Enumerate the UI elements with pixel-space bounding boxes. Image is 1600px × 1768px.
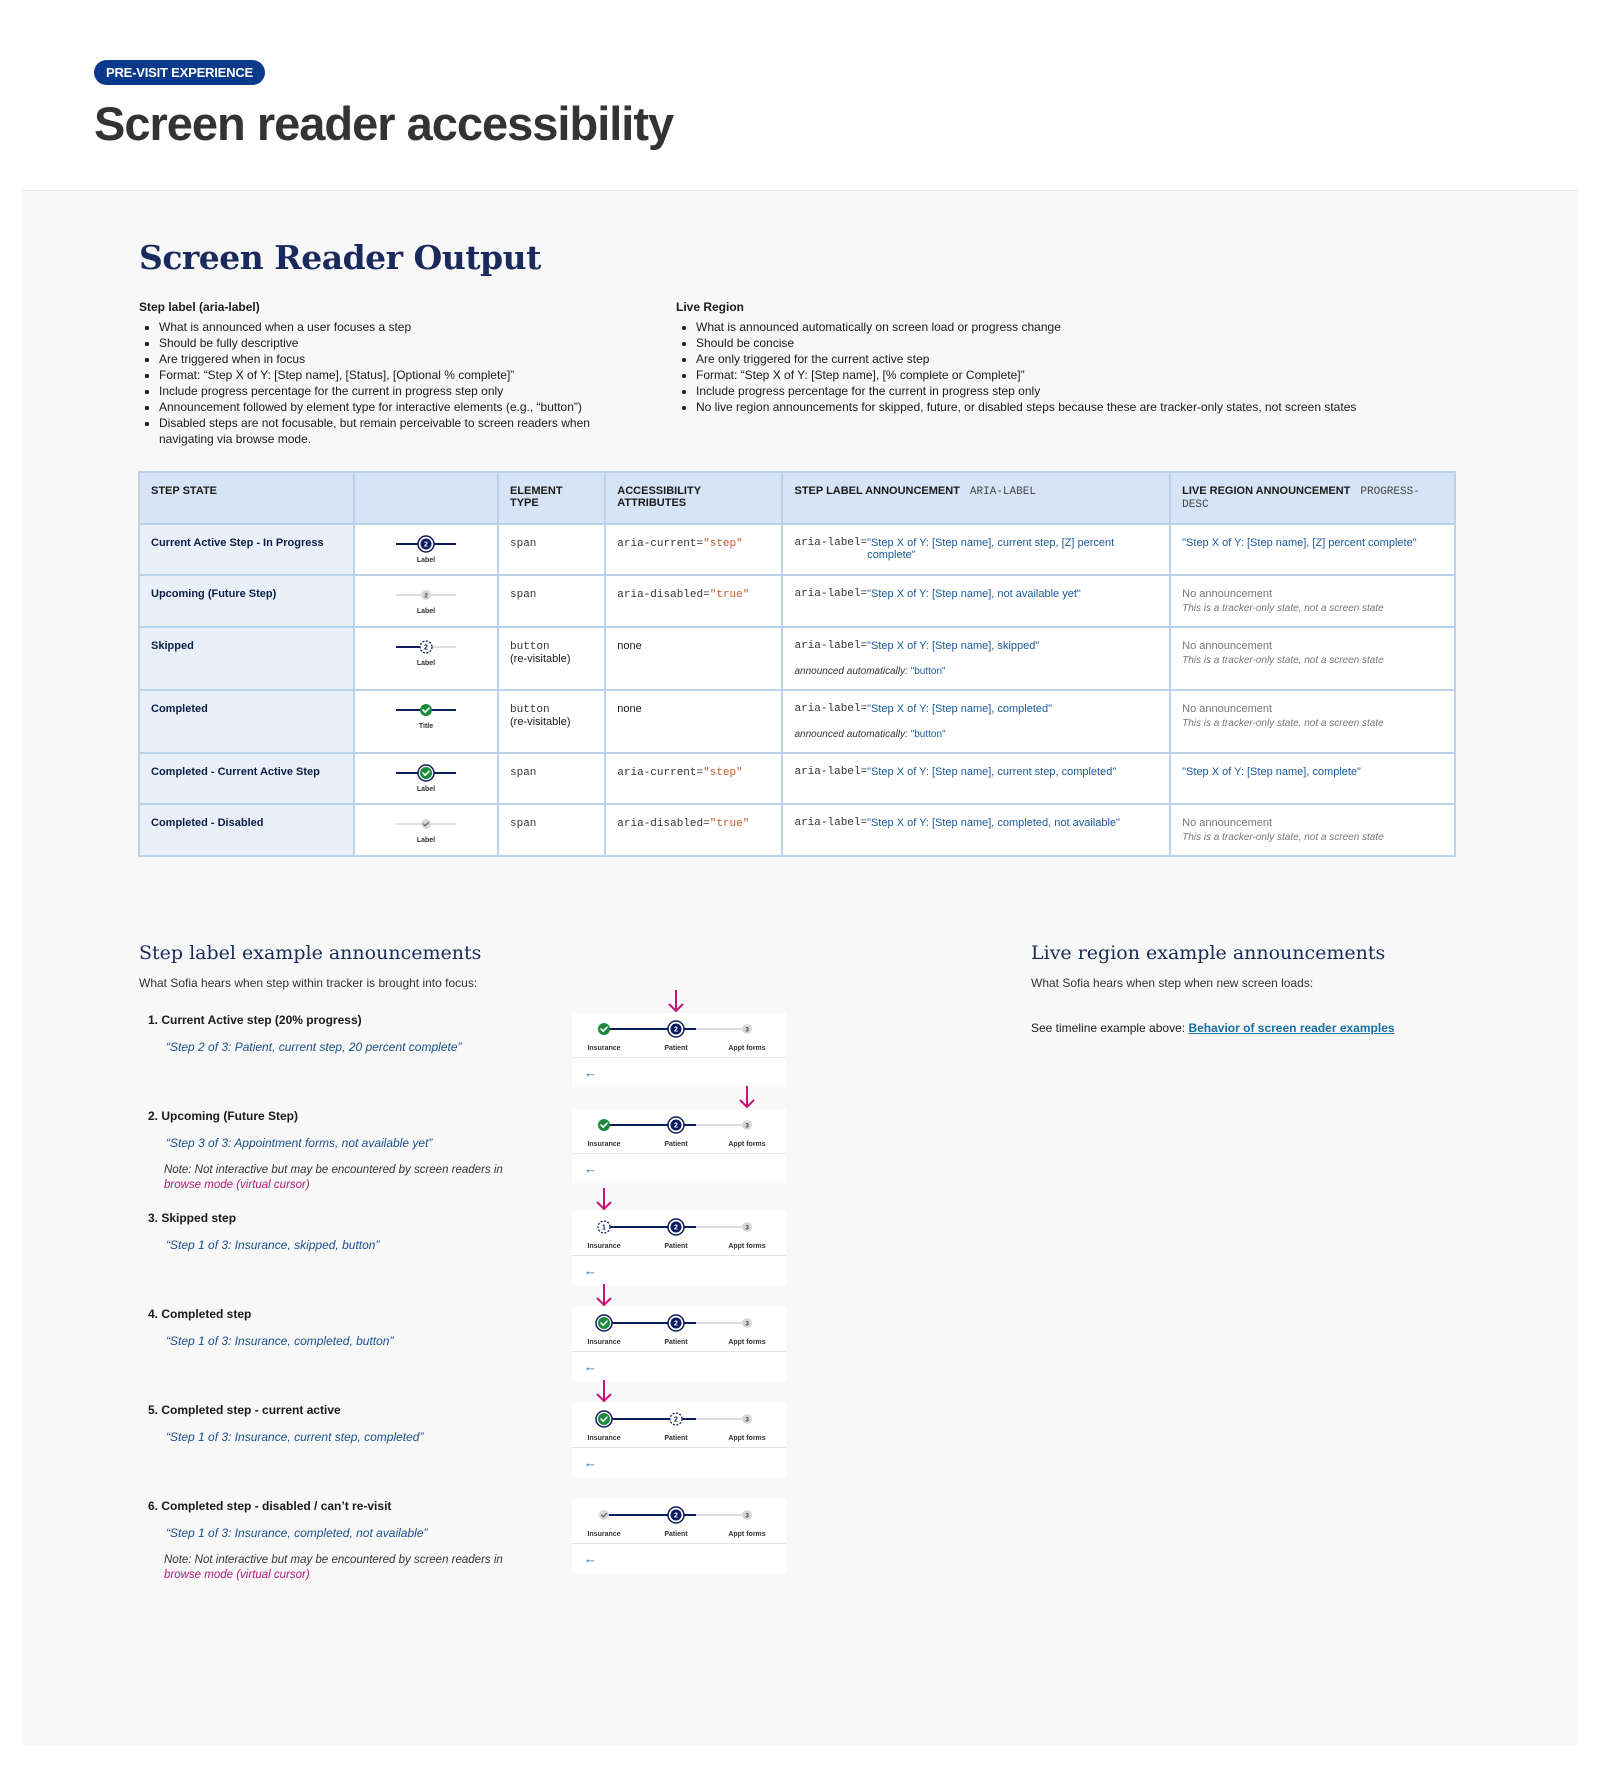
behavior-examples-link[interactable]: Behavior of screen reader examples <box>1188 1021 1395 1035</box>
rule-item: • Disabled steps are not focusable, but remain perceivable to screen readers when navigating via browse mode. <box>159 415 629 447</box>
step-state-cell: Completed - Disabled <box>139 804 354 856</box>
col-live-region-text: LIVE REGION ANNOUNCEMENT <box>1182 485 1351 497</box>
live-region-cell <box>1170 690 1455 753</box>
attributes-cell <box>605 627 782 690</box>
tracker-step-label: Appt forms <box>728 1243 766 1250</box>
focus-arrow-icon <box>666 989 686 1015</box>
tracker-step-label: Insurance <box>587 1435 621 1442</box>
col-step-label-text: STEP LABEL ANNOUNCEMENT <box>794 485 960 497</box>
step-node-future <box>742 1024 752 1034</box>
svg-text:3: 3 <box>745 1122 749 1130</box>
live-region-none: No announcement <box>1182 588 1273 600</box>
step-state-cell: Upcoming (Future Step) <box>139 575 354 627</box>
rule-item: • Format: “Step X of Y: [Step name], [Status], [Optional % complete]” <box>159 367 629 383</box>
auto-announce-prefix: announced automatically: <box>794 666 908 677</box>
step-node-disabled <box>599 1510 609 1520</box>
col-element-type: ELEMENT TYPE <box>498 472 605 524</box>
aria-label-text: "Step X of Y: [Step name], not available yet" <box>867 588 1081 600</box>
tracker-step-label: Insurance <box>587 1141 621 1148</box>
progress-tracker <box>572 1403 786 1435</box>
attributes-cell <box>605 575 782 627</box>
col-attributes: ACCESSIBILITY ATTRIBUTES <box>605 472 782 524</box>
element-note: (re-visitable) <box>510 716 571 728</box>
tracker-divider <box>572 1447 786 1448</box>
example-title: 6. Completed step - disabled / can’t re-visit <box>148 1499 392 1513</box>
step-indicator <box>394 586 458 604</box>
table-row <box>139 690 1455 753</box>
tracker-divider <box>572 1351 786 1352</box>
element-type: span <box>510 767 537 779</box>
step-visual-cell <box>354 690 498 753</box>
step-node-future <box>742 1222 752 1232</box>
tracker-step-label: Appt forms <box>728 1339 766 1346</box>
svg-text:3: 3 <box>745 1026 749 1034</box>
svg-text:3: 3 <box>745 1512 749 1520</box>
rule-item: • What is announced automatically on screen load or progress change <box>696 319 1396 335</box>
step-label-rules-list <box>139 319 629 447</box>
step-node-skipped <box>598 1221 610 1233</box>
see-timeline-label: See timeline example above: <box>1031 1021 1186 1035</box>
aria-label-line <box>794 766 1158 778</box>
example-note-text: Note: Not interactive but may be encountered by screen readers in <box>164 1554 503 1566</box>
back-arrow-icon[interactable]: ← <box>584 1455 597 1470</box>
example-quote: “Step 1 of 3: Insurance, completed, button” <box>166 1334 394 1348</box>
auto-announce-prefix: announced automatically: <box>794 729 908 740</box>
step-node-current <box>668 1507 684 1523</box>
svg-text:3: 3 <box>745 1416 749 1424</box>
table-row <box>139 753 1455 804</box>
back-arrow-icon[interactable]: ← <box>584 1161 597 1176</box>
example-quote: “Step 3 of 3: Appointment forms, not available yet” <box>166 1136 433 1150</box>
example-title: 3. Skipped step <box>148 1211 237 1225</box>
aria-label-text: "Step X of Y: [Step name], current step, [Z] percent complete" <box>867 537 1115 561</box>
step-indicator <box>394 535 458 553</box>
svg-text:2: 2 <box>424 644 428 652</box>
example-title: 1. Current Active step (20% progress) <box>148 1013 362 1027</box>
aria-label-line <box>794 703 1158 715</box>
live-region-rules <box>676 300 1396 415</box>
step-indicator <box>394 638 458 656</box>
live-region-cell <box>1170 753 1455 804</box>
step-examples-title: Step label example announcements <box>139 942 482 964</box>
example-title: 4. Completed step <box>148 1307 252 1321</box>
tracker-mock <box>572 1013 786 1087</box>
tracker-mock <box>572 1109 786 1183</box>
svg-text:2: 2 <box>674 1416 678 1424</box>
aria-label-prefix: aria-label= <box>794 703 868 715</box>
step-example <box>148 1499 538 1583</box>
col-live-region-code: PROGRESS-DESC <box>1182 486 1420 511</box>
rule-item: • Should be concise <box>696 335 1396 351</box>
tracker-step-label: Appt forms <box>728 1435 766 1442</box>
step-visual-cell <box>354 753 498 804</box>
step-indicator <box>394 764 458 782</box>
step-node-done <box>598 1023 610 1035</box>
attribute-name: aria-disabled= <box>617 818 710 830</box>
rule-item: • Are only triggered for the current active step <box>696 351 1396 367</box>
svg-text:2: 2 <box>674 1224 678 1232</box>
live-examples-title: Live region example announcements <box>1031 942 1386 964</box>
tracker-step-label: Patient <box>664 1243 688 1250</box>
focus-arrow-icon <box>594 1187 614 1213</box>
table-row <box>139 627 1455 690</box>
back-arrow-icon[interactable]: ← <box>584 1263 597 1278</box>
element-type-cell <box>498 575 605 627</box>
live-region-cell <box>1170 575 1455 627</box>
svg-text:3: 3 <box>745 1224 749 1232</box>
attribute-value: "true" <box>709 818 750 830</box>
tracker-divider <box>572 1543 786 1544</box>
aria-label-line <box>794 537 1158 561</box>
step-node-current <box>668 1315 684 1331</box>
live-region-note: This is a tracker-only state, not a screen state <box>1182 655 1384 666</box>
tracker-step-label: Insurance <box>587 1339 621 1346</box>
table-header-row <box>139 472 1455 524</box>
browse-mode-text: browse mode (virtual cursor) <box>164 1569 310 1581</box>
page-title: Screen reader accessibility <box>94 97 674 150</box>
attribute-none: none <box>617 703 642 715</box>
tracker-step-label: Appt forms <box>728 1141 766 1148</box>
example-title: 2. Upcoming (Future Step) <box>148 1109 298 1123</box>
tracker-mock <box>572 1499 786 1573</box>
example-title: 5. Completed step - current active <box>148 1403 341 1417</box>
progress-tracker <box>572 1307 786 1339</box>
tracker-step-label: Insurance <box>587 1045 621 1052</box>
tracker-step-label: Insurance <box>587 1243 621 1250</box>
tracker-step-label: Patient <box>664 1141 688 1148</box>
step-visual-label: Label <box>416 608 436 615</box>
col-live-region <box>1170 472 1455 524</box>
back-arrow-icon[interactable]: ← <box>584 1359 597 1374</box>
step-state-cell: Current Active Step - In Progress <box>139 524 354 575</box>
step-node-current <box>668 1021 684 1037</box>
tracker-step-label: Insurance <box>587 1531 621 1538</box>
step-node-current <box>668 1219 684 1235</box>
aria-label-text: "Step X of Y: [Step name], skipped" <box>867 640 1040 652</box>
progress-tracker <box>572 1013 786 1045</box>
live-region-none: No announcement <box>1182 703 1273 715</box>
element-type-cell <box>498 753 605 804</box>
live-region-rules-heading: Live Region <box>676 300 745 314</box>
progress-tracker <box>572 1499 786 1531</box>
step-node-future <box>742 1414 752 1424</box>
example-quote: “Step 1 of 3: Insurance, current step, completed” <box>166 1430 424 1444</box>
attribute-value: "step" <box>703 767 743 779</box>
live-region-cell <box>1170 804 1455 856</box>
rule-item: • Are triggered when in focus <box>159 351 629 367</box>
section-badge: PRE-VISIT EXPERIENCE <box>94 60 265 85</box>
step-node-future <box>421 590 431 600</box>
step-visual-cell <box>354 524 498 575</box>
step-visual-label: Label <box>416 660 436 667</box>
aria-label-line <box>794 817 1158 829</box>
step-node-done-current <box>596 1315 612 1331</box>
step-state-cell: Completed - Current Active Step <box>139 753 354 804</box>
rule-item: • What is announced when a user focuses a step <box>159 319 629 335</box>
step-label-cell <box>782 804 1170 856</box>
step-example <box>148 1403 538 1444</box>
auto-announce <box>794 666 1158 677</box>
step-node-current <box>418 536 434 552</box>
table-row <box>139 804 1455 856</box>
example-quote: “Step 2 of 3: Patient, current step, 20 percent complete” <box>166 1040 462 1054</box>
aria-label-text: "Step X of Y: [Step name], completed" <box>867 703 1053 715</box>
attribute-value: "true" <box>709 589 750 601</box>
focus-arrow-icon <box>737 1085 757 1111</box>
element-type-cell <box>498 627 605 690</box>
tracker-step-label: Patient <box>664 1435 688 1442</box>
back-arrow-icon[interactable]: ← <box>584 1065 597 1080</box>
attribute-name: aria-disabled= <box>617 589 710 601</box>
rule-item: • Announcement followed by element type for interactive elements (e.g., “button”) <box>159 399 629 415</box>
aria-label-line <box>794 640 1158 652</box>
tracker-divider <box>572 1153 786 1154</box>
svg-text:2: 2 <box>424 541 428 549</box>
example-quote: “Step 1 of 3: Insurance, completed, not available” <box>166 1526 428 1540</box>
step-indicator <box>394 701 458 719</box>
auto-announce-value: "button" <box>910 666 946 677</box>
attributes-cell <box>605 804 782 856</box>
col-step-label-code: ARIA-LABEL <box>969 486 1036 498</box>
live-region-text: "Step X of Y: [Step name], [Z] percent complete" <box>1182 537 1417 549</box>
element-type: button <box>510 704 550 716</box>
rule-item: • Should be fully descriptive <box>159 335 629 351</box>
step-state-cell: Completed <box>139 690 354 753</box>
svg-text:2: 2 <box>674 1026 678 1034</box>
step-state-cell: Skipped <box>139 627 354 690</box>
table-row <box>139 524 1455 575</box>
step-node-done <box>598 1119 610 1131</box>
step-visual-label: Label <box>416 557 436 564</box>
attribute-value: "step" <box>703 538 743 550</box>
focus-arrow-icon <box>594 1283 614 1309</box>
step-label-cell <box>782 627 1170 690</box>
element-type-cell <box>498 804 605 856</box>
rule-item: • Include progress percentage for the current in progress step only <box>696 383 1396 399</box>
svg-text:2: 2 <box>424 592 428 600</box>
element-note: (re-visitable) <box>510 653 571 665</box>
step-node-future <box>742 1510 752 1520</box>
auto-announce <box>794 729 1158 740</box>
progress-tracker <box>572 1211 786 1243</box>
tracker-step-label: Appt forms <box>728 1045 766 1052</box>
live-region-text: "Step X of Y: [Step name], complete" <box>1182 766 1361 778</box>
svg-text:3: 3 <box>745 1320 749 1328</box>
step-label-cell <box>782 690 1170 753</box>
step-node-future <box>742 1120 752 1130</box>
aria-label-prefix: aria-label= <box>794 640 868 652</box>
tracker-mock <box>572 1403 786 1477</box>
rule-item: • Include progress percentage for the current in progress step only <box>159 383 629 399</box>
aria-label-prefix: aria-label= <box>794 588 868 600</box>
live-region-none: No announcement <box>1182 640 1273 652</box>
attributes-cell <box>605 690 782 753</box>
step-indicator <box>394 815 458 833</box>
tracker-step-label: Patient <box>664 1531 688 1538</box>
see-timeline-text <box>1031 1021 1395 1035</box>
browse-mode-text: browse mode (virtual cursor) <box>164 1179 310 1191</box>
live-region-cell <box>1170 524 1455 575</box>
svg-text:2: 2 <box>674 1122 678 1130</box>
live-region-note: This is a tracker-only state, not a screen state <box>1182 603 1384 614</box>
col-step-label <box>782 472 1170 524</box>
live-region-none: No announcement <box>1182 817 1273 829</box>
aria-label-text: "Step X of Y: [Step name], current step, completed" <box>867 766 1117 778</box>
rule-item: • Format: “Step X of Y: [Step name], [% complete or Complete]” <box>696 367 1396 383</box>
section-title: Screen Reader Output <box>139 238 541 277</box>
tracker-step-label: Appt forms <box>728 1531 766 1538</box>
focus-arrow-icon <box>594 1379 614 1405</box>
step-example <box>148 1109 538 1193</box>
element-type-cell <box>498 524 605 575</box>
svg-text:2: 2 <box>674 1512 678 1520</box>
element-type: button <box>510 641 550 653</box>
aria-label-prefix: aria-label= <box>794 766 868 778</box>
live-region-note: This is a tracker-only state, not a screen state <box>1182 832 1384 843</box>
aria-label-prefix: aria-label= <box>794 817 868 829</box>
example-note <box>164 1553 538 1583</box>
step-visual-cell <box>354 627 498 690</box>
step-states-table <box>138 471 1456 857</box>
step-node-current <box>668 1117 684 1133</box>
svg-text:2: 2 <box>674 1320 678 1328</box>
aria-label-line <box>794 588 1158 600</box>
step-visual-cell <box>354 575 498 627</box>
step-visual-label: Title <box>418 723 434 730</box>
col-visual <box>354 472 498 524</box>
back-arrow-icon[interactable]: ← <box>584 1551 597 1566</box>
live-examples-description: What Sofia hears when step when new screen loads: <box>1031 976 1314 990</box>
rule-item: • No live region announcements for skipped, future, or disabled steps because these are tracker-only states, not screen states <box>696 399 1396 415</box>
svg-text:1: 1 <box>602 1224 606 1232</box>
col-step-state: STEP STATE <box>139 472 354 524</box>
step-example <box>148 1211 538 1252</box>
attributes-cell <box>605 753 782 804</box>
element-type: span <box>510 589 537 601</box>
attributes-cell <box>605 524 782 575</box>
progress-tracker <box>572 1109 786 1141</box>
attribute-name: aria-current= <box>617 538 704 550</box>
step-node-done-current <box>418 765 434 781</box>
step-examples-description: What Sofia hears when step within tracker is brought into focus: <box>139 976 478 990</box>
page-header <box>0 0 1600 190</box>
element-type: span <box>510 818 537 830</box>
step-label-cell <box>782 524 1170 575</box>
step-node-done-current <box>596 1411 612 1427</box>
aria-label-prefix: aria-label= <box>794 537 868 549</box>
table-row <box>139 575 1455 627</box>
tracker-mock <box>572 1211 786 1285</box>
step-node-done <box>420 704 432 716</box>
step-example <box>148 1307 538 1348</box>
auto-announce-value: "button" <box>910 729 946 740</box>
step-example <box>148 1013 538 1054</box>
step-label-cell <box>782 575 1170 627</box>
tracker-mock <box>572 1307 786 1381</box>
tracker-step-label: Patient <box>664 1045 688 1052</box>
attribute-name: aria-current= <box>617 767 704 779</box>
live-region-note: This is a tracker-only state, not a screen state <box>1182 718 1384 729</box>
step-visual-label: Label <box>416 837 436 844</box>
example-quote: “Step 1 of 3: Insurance, skipped, button” <box>166 1238 380 1252</box>
step-node-skipped <box>420 641 432 653</box>
step-label-rules-heading: Step label (aria-label) <box>139 300 260 314</box>
attribute-none: none <box>617 640 642 652</box>
element-type: span <box>510 538 537 550</box>
step-node-skipped <box>670 1413 682 1425</box>
step-node-disabled <box>421 819 431 829</box>
tracker-step-label: Patient <box>664 1339 688 1346</box>
element-type-cell <box>498 690 605 753</box>
step-visual-label: Label <box>416 786 436 793</box>
step-node-future <box>742 1318 752 1328</box>
step-visual-cell <box>354 804 498 856</box>
live-region-cell <box>1170 627 1455 690</box>
aria-label-text: "Step X of Y: [Step name], completed, not available" <box>867 817 1120 829</box>
step-label-rules <box>139 300 629 447</box>
live-region-rules-list <box>676 319 1396 415</box>
example-note <box>164 1163 538 1193</box>
example-note-text: Note: Not interactive but may be encountered by screen readers in <box>164 1164 503 1176</box>
tracker-divider <box>572 1255 786 1256</box>
tracker-divider <box>572 1057 786 1058</box>
step-label-cell <box>782 753 1170 804</box>
